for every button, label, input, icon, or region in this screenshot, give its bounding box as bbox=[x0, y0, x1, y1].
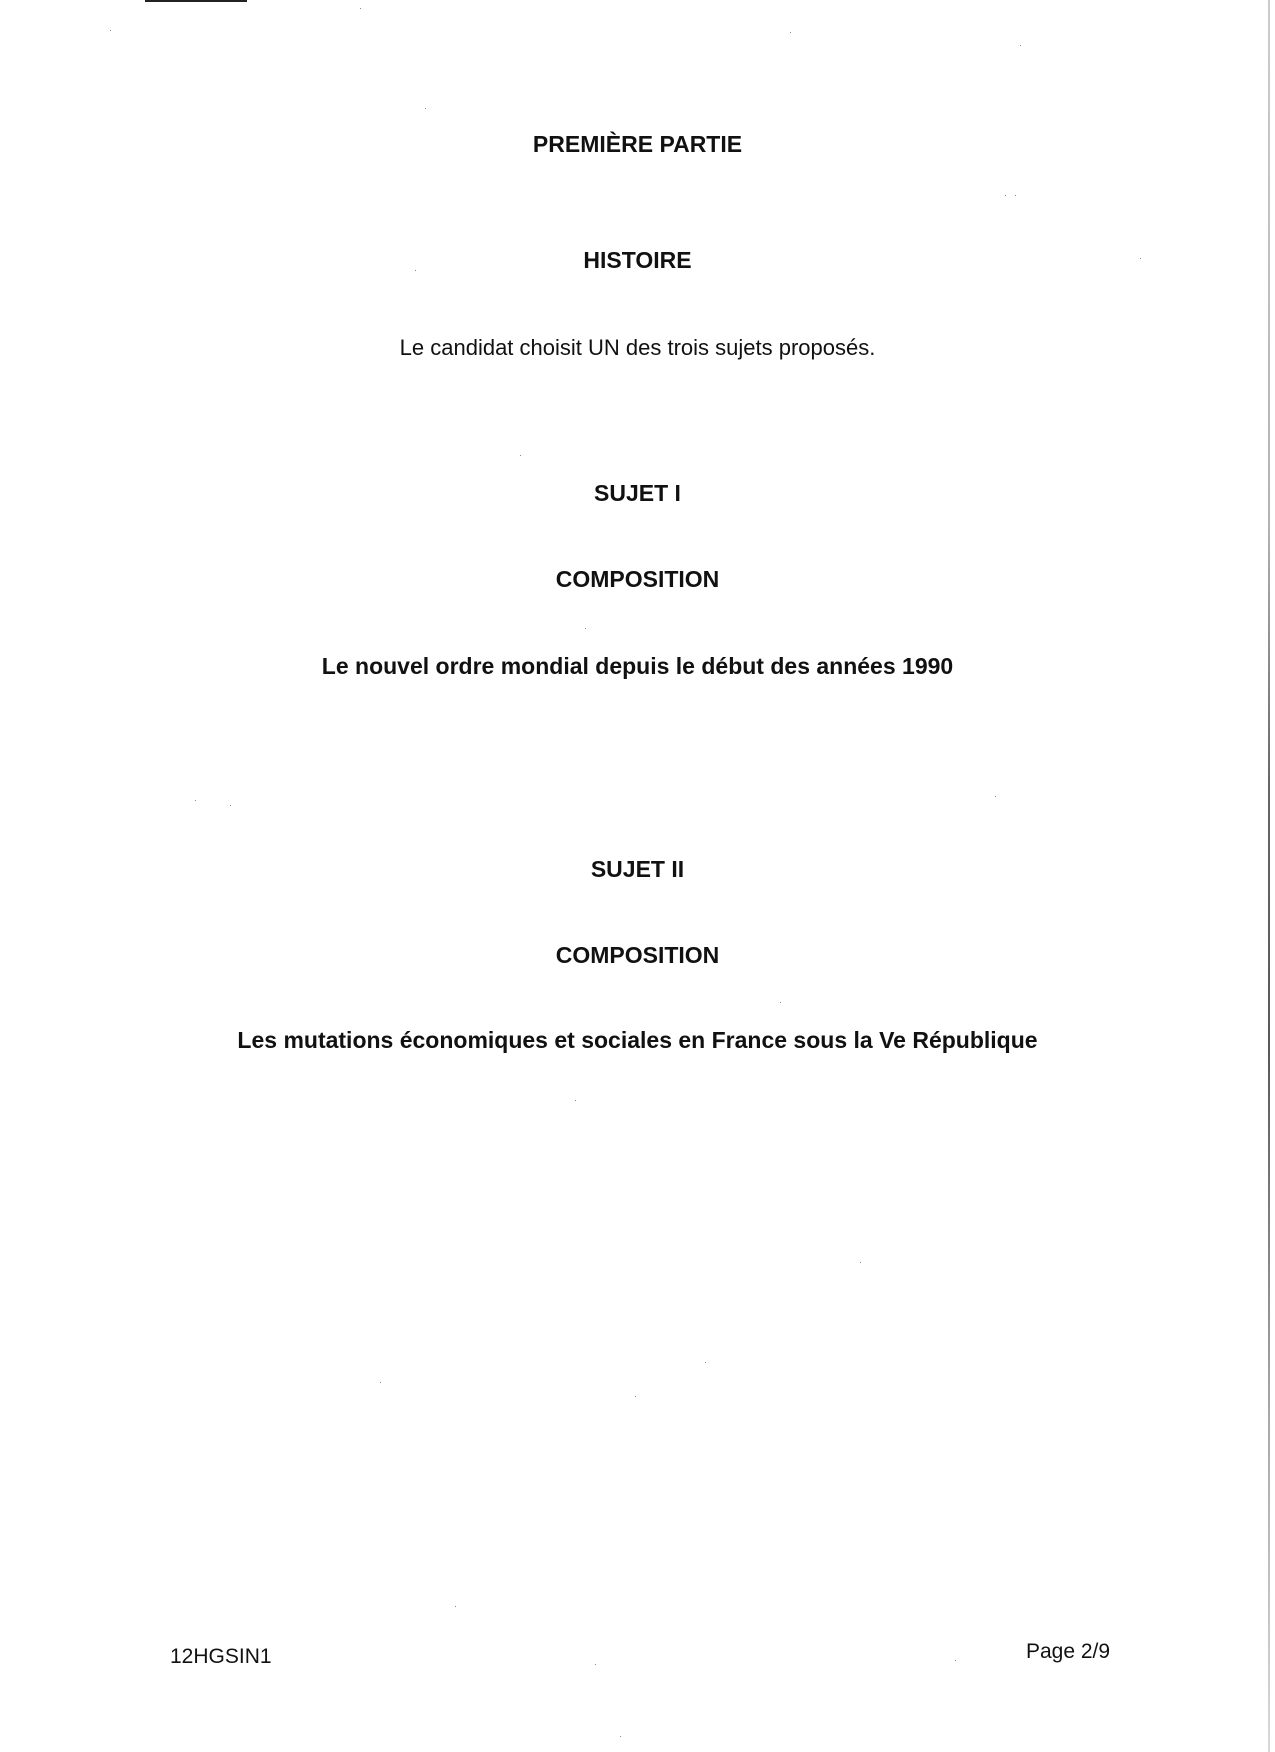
subject-2-title: Les mutations économiques et sociales en France sous la Ve République bbox=[237, 1027, 1038, 1053]
scan-speck bbox=[455, 1606, 456, 1607]
subject-2-type: COMPOSITION bbox=[555, 942, 720, 968]
scan-speck bbox=[110, 30, 111, 31]
instruction-text: Le candidat choisit UN des trois sujets proposés. bbox=[399, 335, 876, 360]
scan-speck bbox=[780, 1002, 781, 1003]
scan-speck bbox=[1005, 195, 1006, 196]
scan-speck bbox=[380, 1382, 381, 1383]
scan-speck bbox=[1015, 195, 1016, 196]
scan-speck bbox=[230, 805, 231, 806]
scan-speck bbox=[575, 1100, 576, 1101]
section-title: HISTOIRE bbox=[583, 247, 692, 273]
scan-artifact-line bbox=[145, 0, 247, 2]
subject-1-type: COMPOSITION bbox=[555, 566, 720, 592]
scan-speck bbox=[425, 108, 426, 109]
scan-speck bbox=[860, 1262, 861, 1263]
subject-2-label: SUJET II bbox=[590, 856, 685, 882]
subject-1-title: Le nouvel ordre mondial depuis le début des années 1990 bbox=[321, 653, 954, 679]
part-title: PREMIÈRE PARTIE bbox=[532, 131, 743, 157]
scan-speck bbox=[415, 270, 416, 271]
scan-speck bbox=[995, 796, 996, 797]
footer-page-number: Page 2/9 bbox=[1026, 1640, 1111, 1663]
scan-speck bbox=[790, 32, 791, 33]
scan-speck bbox=[705, 1362, 706, 1363]
scan-speck bbox=[585, 628, 586, 629]
scan-speck bbox=[635, 1396, 636, 1397]
scan-speck bbox=[620, 1736, 621, 1737]
scan-speck bbox=[955, 1660, 956, 1661]
scan-speck bbox=[1020, 45, 1021, 46]
scan-speck bbox=[360, 8, 361, 9]
scan-speck bbox=[520, 455, 521, 456]
subject-1-label: SUJET I bbox=[594, 480, 681, 506]
scan-speck bbox=[1140, 258, 1141, 259]
scan-speck bbox=[595, 1664, 596, 1665]
scan-speck bbox=[195, 800, 196, 801]
footer-document-code: 12HGSIN1 bbox=[170, 1645, 272, 1668]
